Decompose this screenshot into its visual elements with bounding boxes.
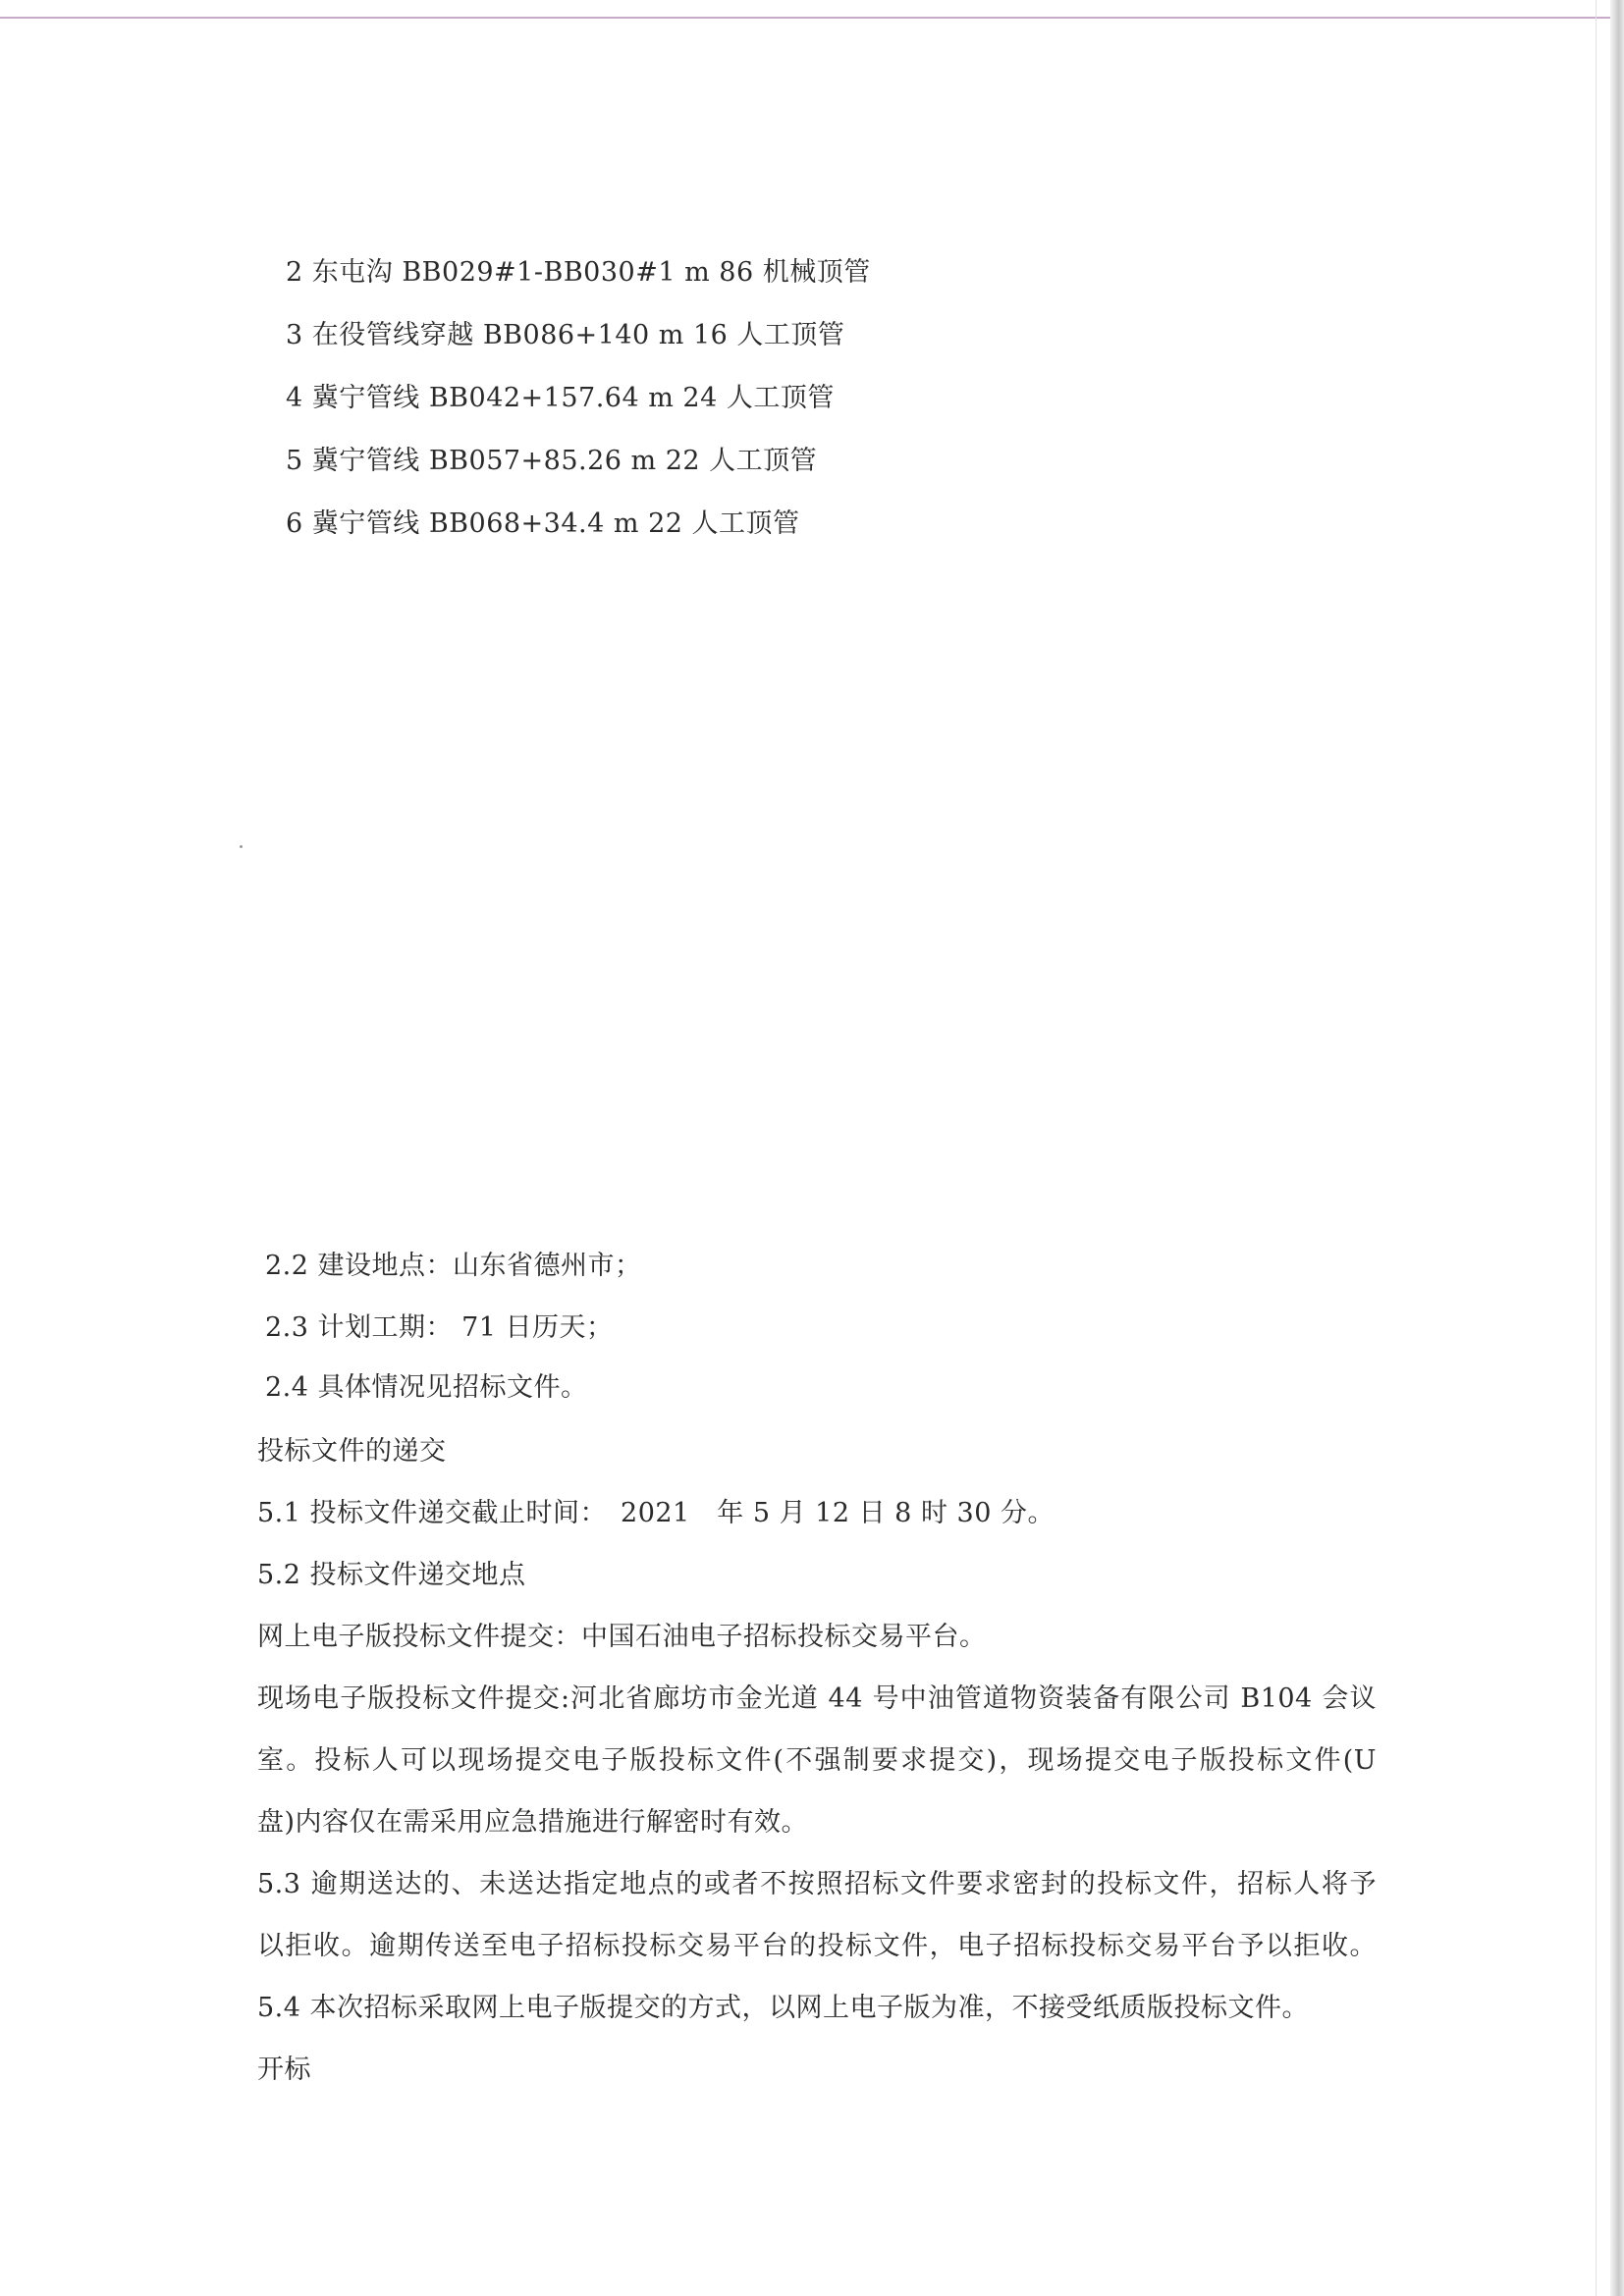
late-submission-line: 以拒收。逾期传送至电子招标投标交易平台的投标文件，电子招标投标交易平台予以拒收。 [257,1931,1377,1961]
construction-location: 2.2 建设地点：山东省德州市； [265,1251,642,1281]
crossing-item: 6 冀宁管线 BB068+34.4 m 22 人工顶管 [286,508,800,539]
crossing-item: 4 冀宁管线 BB042+157.64 m 24 人工顶管 [286,383,835,413]
submission-place-heading: 5.2 投标文件递交地点 [257,1560,526,1590]
crossing-item: 3 在役管线穿越 BB086+140 m 16 人工顶管 [286,320,845,350]
planned-duration: 2.3 计划工期： 71 日历天； [265,1312,614,1343]
project-details-note: 2.4 具体情况见招标文件。 [265,1372,588,1403]
submission-method: 5.4 本次招标采取网上电子版提交的方式，以网上电子版为准，不接受纸质版投标文件。 [257,1993,1310,2023]
crossing-item: 5 冀宁管线 BB057+85.26 m 22 人工顶管 [286,446,818,476]
onsite-submission-line: 现场电子版投标文件提交:河北省廊坊市金光道 44 号中油管道物资装备有限公司 B104 会议 [257,1683,1377,1714]
submission-deadline: 5.1 投标文件递交截止时间： 2021 年 5 月 12 日 8 时 30 分。 [257,1498,1055,1528]
scan-speck [240,845,243,848]
scan-margin-line [1596,0,1597,2296]
scan-right-edge [1610,0,1624,2296]
late-submission-line: 5.3 逾期送达的、未送达指定地点的或者不按照招标文件要求密封的投标文件，招标人将予 [257,1869,1377,1899]
onsite-submission-line: 室。投标人可以现场提交电子版投标文件(不强制要求提交)，现场提交电子版投标文件(U [257,1745,1377,1776]
section-heading: 投标文件的递交 [257,1436,447,1467]
crossing-item: 2 东屯沟 BB029#1-BB030#1 m 86 机械顶管 [286,257,871,288]
online-submission: 网上电子版投标文件提交：中国石油电子招标投标交易平台。 [257,1622,987,1652]
opening-heading: 开标 [257,2055,311,2085]
onsite-submission-line: 盘)内容仅在需采用应急措施进行解密时有效。 [257,1807,809,1838]
scan-top-line [0,17,1624,19]
